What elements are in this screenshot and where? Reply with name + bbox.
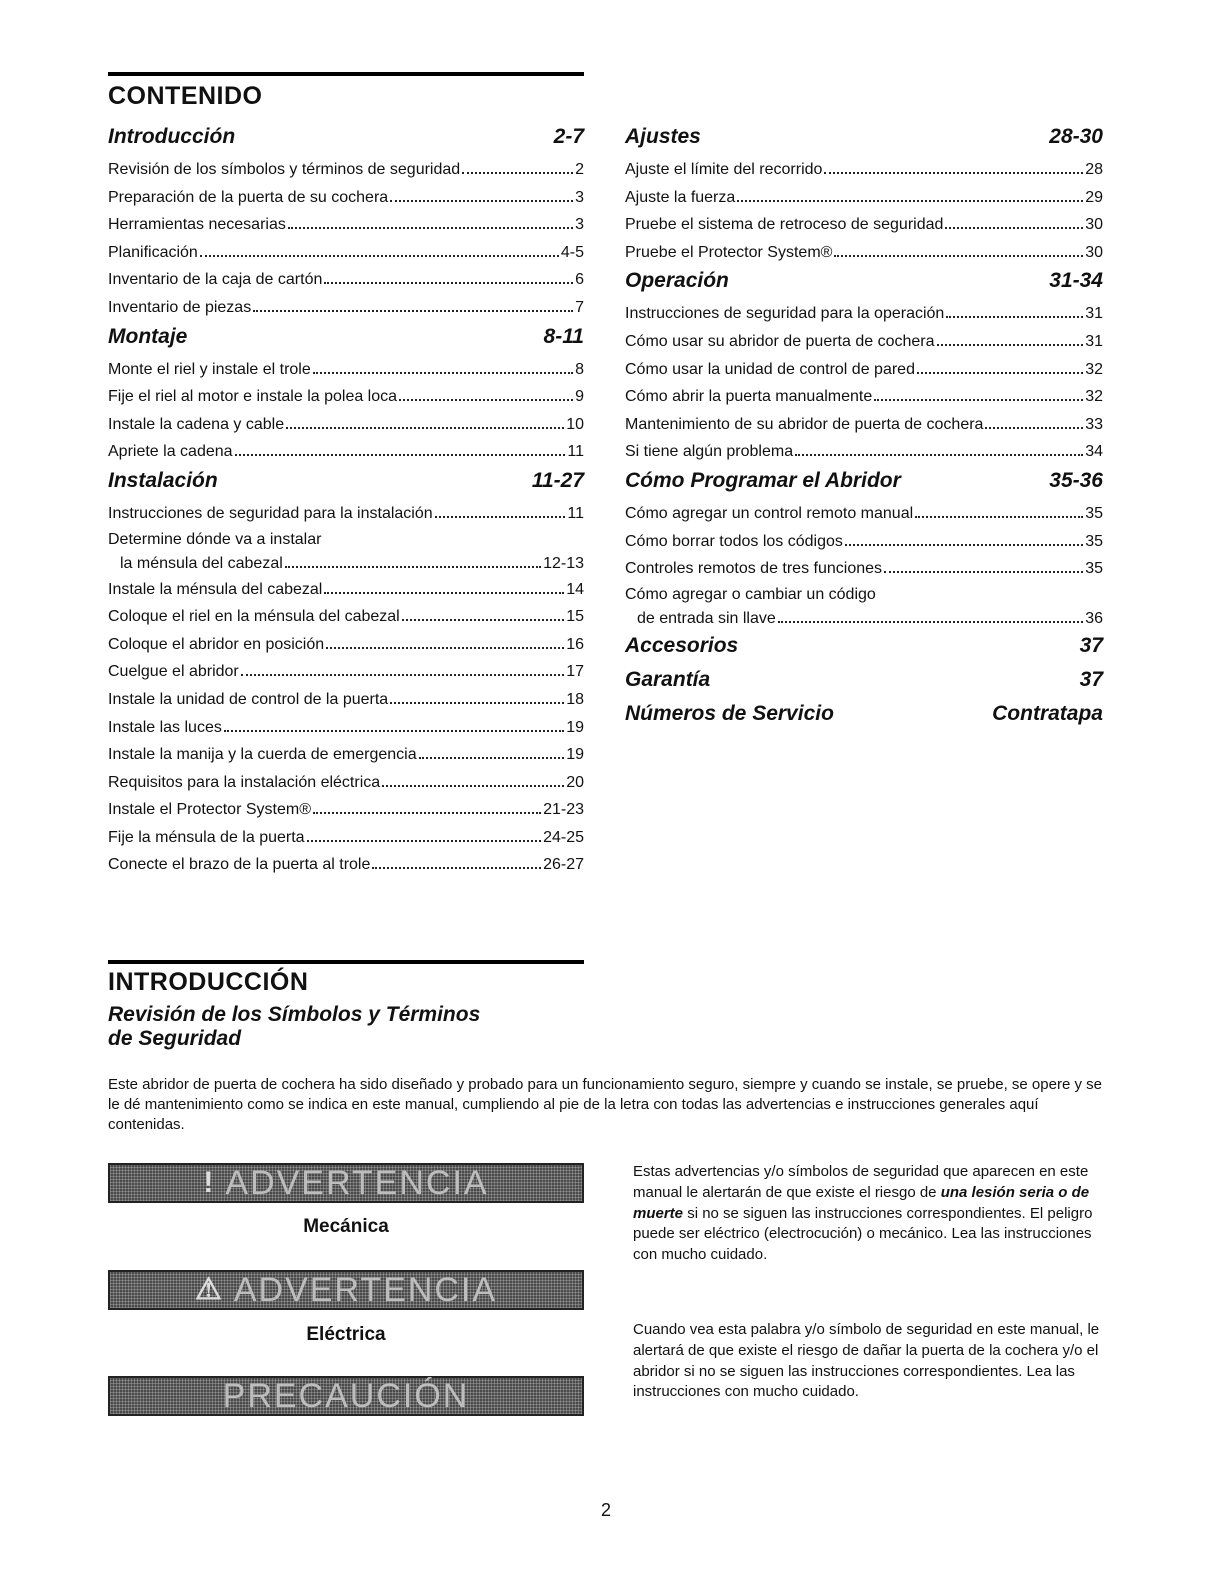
toc-section-header (625, 631, 1103, 665)
toc-entry-page: 31 (1085, 332, 1103, 350)
warning-mechanical-text: ADVERTENCIA (225, 1164, 489, 1202)
toc-entry (108, 741, 584, 769)
toc-entry (108, 184, 584, 212)
toc-entry-text: Revisión de los símbolos y términos de seguridad (108, 161, 461, 178)
toc-entry (108, 239, 584, 267)
toc-entry-page: 11 (567, 504, 584, 522)
toc-entry-page: 30 (1085, 216, 1103, 234)
toc-entry-page: 6 (575, 271, 584, 289)
toc-entry (625, 184, 1103, 212)
toc-section-header (625, 122, 1103, 156)
toc-entry (108, 686, 584, 714)
toc-entry (625, 211, 1103, 239)
toc-section-pages: 28-30 (1049, 125, 1103, 148)
toc-leader-dots (307, 840, 542, 842)
toc-entry-page: 4-5 (560, 243, 584, 261)
toc-entry (108, 383, 584, 411)
toc-leader-dots (419, 757, 565, 759)
toc-entry (108, 356, 584, 384)
toc-entry (625, 411, 1103, 439)
toc-section-title: Operación (625, 269, 729, 293)
toc-section-header (625, 266, 1103, 300)
toc-entry-page: 34 (1085, 443, 1103, 461)
toc-entry-text-cont: de entrada sin llave (637, 609, 776, 627)
toc-leader-dots (382, 785, 564, 787)
toc-entry-page: 24-25 (543, 828, 584, 846)
toc-leader-dots (946, 316, 1083, 318)
toc-entry-page: 29 (1085, 188, 1103, 206)
toc-entry (625, 239, 1103, 267)
toc-entry-text: Cómo agregar un control remoto manual (625, 504, 914, 522)
caution-text: PRECAUCIÓN (222, 1377, 470, 1415)
toc-entry-text: Coloque el abridor en posición (108, 635, 325, 653)
toc-entry-text: Cómo borrar todos los códigos (625, 532, 843, 550)
toc-leader-dots (462, 172, 573, 174)
toc-entry-text: Pruebe el sistema de retroceso de seguridad (625, 216, 944, 234)
toc-entry (625, 500, 1103, 528)
toc-entry (625, 555, 1103, 583)
toc-entry-text: Si tiene algún problema (625, 443, 794, 461)
warning-mechanical-label: Mecánica (303, 1216, 389, 1237)
toc-leader-dots (313, 812, 541, 814)
intro-subheading (108, 1003, 480, 1051)
toc-leader-dots (778, 621, 1083, 623)
toc-entry-page: 28 (1085, 161, 1103, 178)
toc-entry-page: 21-23 (543, 801, 584, 819)
toc-entry-text: Controles remotos de tres funciones (625, 560, 883, 578)
toc-entry-text: Cómo abrir la puerta manualmente (625, 388, 873, 406)
toc-section-header (108, 322, 584, 356)
toc-entry-text: Fije el riel al motor e instale la polea loca (108, 388, 398, 406)
toc-leader-dots (945, 227, 1083, 229)
toc-leader-dots (313, 372, 573, 374)
toc-entry-page: 36 (1085, 609, 1103, 627)
toc-section-title: Introducción (108, 125, 236, 148)
toc-section-pages: Contratapa (992, 701, 1103, 725)
toc-entry-page: 35 (1085, 504, 1103, 522)
toc-leader-dots (937, 344, 1084, 346)
toc-entry (108, 266, 584, 294)
toc-leader-dots (326, 647, 564, 649)
toc-entry (108, 658, 584, 686)
toc-entry-text: Monte el riel y instale el trole (108, 360, 311, 378)
toc-entry-text: Instale el Protector System® (108, 801, 311, 819)
toc-entry-page: 19 (566, 718, 584, 736)
toc-section-pages: 2-7 (553, 125, 584, 148)
toc-leader-dots (288, 227, 573, 229)
toc-leader-dots (324, 282, 573, 284)
toc-section-pages: 35-36 (1049, 468, 1103, 492)
toc-entry-page: 32 (1085, 360, 1103, 378)
toc-entry (108, 294, 584, 322)
toc-entry-page: 15 (566, 608, 584, 626)
caution-banner (108, 1376, 584, 1416)
toc-entry (625, 528, 1103, 556)
toc-entry (108, 824, 584, 852)
toc-section-header (625, 699, 1103, 733)
toc-entry-page: 31 (1085, 305, 1103, 323)
toc-entry-page: 8 (575, 360, 584, 378)
toc-entry (108, 500, 584, 528)
toc-entry (108, 851, 584, 879)
warning-explanation-part1: Estas advertencias y/o símbolos de seguridad que aparecen en este manual le alertarán de que existe el riesgo de (633, 1163, 1089, 1201)
caution-explanation: Cuando vea esta palabra y/o símbolo de seguridad en este manual, le alertará de que existe el riesgo de dañar la puerta de la cochera y/o el abridor si no se siguen las instrucciones correspondientes. Lea las instrucciones con mucho cuidado. (633, 1321, 1100, 1401)
toc-section-pages: 8-11 (543, 324, 584, 348)
toc-entry-text: Herramientas necesarias (108, 216, 286, 234)
toc-entry-text: Cómo usar la unidad de control de pared (625, 360, 915, 378)
exclamation-icon: ! (203, 1166, 216, 1199)
intro-rule (108, 960, 584, 964)
toc-section-header (625, 665, 1103, 699)
toc-entry (625, 300, 1103, 328)
toc-entry (108, 769, 584, 797)
toc-entry-page: 19 (566, 746, 584, 764)
toc-entry-page: 30 (1085, 243, 1103, 261)
toc-entry-text: Determine dónde va a instalar (108, 530, 322, 548)
toc-section-title: Ajustes (625, 125, 701, 148)
toc-leader-dots (824, 172, 1083, 174)
toc-leader-dots (985, 427, 1083, 429)
intro-heading: INTRODUCCIÓN (108, 968, 309, 996)
toc-right-column (625, 122, 1103, 733)
toc-entry-page: 11 (567, 443, 584, 461)
toc-entry-page: 14 (566, 580, 584, 598)
toc-section-title: Números de Servicio (625, 701, 834, 725)
toc-entry-text: Instale la cadena y cable (108, 415, 285, 433)
toc-entry (625, 328, 1103, 356)
toc-entry (625, 383, 1103, 411)
toc-section-title: Cómo Programar el Abridor (625, 468, 901, 492)
toc-entry-text: Mantenimiento de su abridor de puerta de cochera (625, 415, 984, 433)
toc-entry (108, 411, 584, 439)
toc-leader-dots (324, 592, 564, 594)
toc-entry-text-cont: la ménsula del cabezal (120, 554, 283, 572)
toc-entry (108, 603, 584, 631)
toc-entry-text: Ajuste el límite del recorrido (625, 161, 823, 178)
warning-explanation-part2: si no se siguen las instrucciones correspondientes. El peligro puede ser eléctrico (electrocución) o mecánico. Lea las instrucciones con mucho cuidado. (633, 1204, 1093, 1264)
electrical-hazard-icon: ⚠ (194, 1273, 224, 1306)
warning-explanation-emphasis: una lesión seria o de muerte (633, 1183, 1090, 1222)
toc-entry-page: 26-27 (543, 856, 584, 874)
toc-entry-text: Instale la ménsula del cabezal (108, 580, 323, 598)
toc-section-title: Montaje (108, 324, 188, 348)
toc-section-pages: 37 (1079, 667, 1103, 691)
toc-entry (625, 356, 1103, 384)
toc-leader-dots (285, 566, 541, 568)
toc-entry-text: Cuelgue el abridor (108, 663, 239, 681)
toc-entry-text: Instale las luces (108, 718, 222, 736)
toc-entry-text: Preparación de la puerta de su cochera (108, 188, 389, 206)
toc-entry-text: Instrucciones de seguridad para la instalación (108, 504, 433, 522)
warning-electrical-label: Eléctrica (306, 1324, 386, 1345)
warning-explanation (633, 1162, 1103, 1266)
toc-leader-dots (402, 619, 564, 621)
toc-leader-dots (917, 372, 1083, 374)
intro-subheading-line2: de Seguridad (108, 1027, 242, 1050)
intro-paragraph: Este abridor de puerta de cochera ha sido diseñado y probado para un funcionamiento seguro, siempre y cuando se instale, se pruebe, se opere y se le dé mantenimiento como se indica en este manual, cumpliendo al pie de la letra con todas las advertencias e instrucciones generales aquí contenidas. (108, 1076, 1102, 1133)
toc-leader-dots (874, 399, 1083, 401)
toc-entry-page: 9 (575, 388, 584, 406)
toc-entry-text: Planificación (108, 243, 198, 261)
toc-entry-page: 3 (575, 188, 584, 206)
toc-entry (108, 156, 584, 184)
contents-rule (108, 72, 584, 76)
toc-entry-text: Inventario de la caja de cartón (108, 271, 323, 289)
toc-leader-dots (200, 255, 559, 257)
toc-leader-dots (372, 867, 541, 869)
toc-entry-page: 20 (566, 773, 584, 791)
toc-leader-dots (915, 516, 1083, 518)
toc-entry-page: 2 (575, 161, 584, 178)
toc-entry-page: 35 (1085, 532, 1103, 550)
toc-leader-dots (390, 200, 573, 202)
page-number: 2 (600, 1500, 611, 1520)
toc-entry-page: 10 (566, 415, 584, 433)
toc-section-title: Garantía (625, 667, 711, 691)
toc-leader-dots (241, 674, 564, 676)
toc-left-column (108, 122, 584, 879)
toc-entry-text: Instale la manija y la cuerda de emergencia (108, 746, 417, 764)
toc-entry-page: 16 (566, 635, 584, 653)
toc-entry (108, 631, 584, 659)
toc-leader-dots (795, 454, 1083, 456)
warning-electrical-text: ADVERTENCIA (233, 1271, 498, 1309)
toc-leader-dots (884, 571, 1083, 573)
toc-entry (625, 438, 1103, 466)
toc-entry-text: Cómo usar su abridor de puerta de cochera (625, 332, 935, 350)
toc-section-pages: 11-27 (531, 468, 584, 492)
toc-entry-text: Apriete la cadena (108, 443, 233, 461)
toc-entry-text: Cómo agregar o cambiar un código (625, 585, 876, 603)
toc-entry-text: Instrucciones de seguridad para la operación (625, 305, 945, 323)
toc-entry (108, 528, 584, 576)
toc-entry-page: 3 (575, 216, 584, 234)
toc-entry-continuation (625, 607, 1103, 631)
warning-mechanical-banner (108, 1163, 584, 1203)
toc-leader-dots (224, 730, 564, 732)
toc-entry-page: 35 (1085, 560, 1103, 578)
toc-section-header (625, 466, 1103, 500)
toc-entry-continuation (108, 552, 584, 576)
toc-entry (108, 438, 584, 466)
intro-subheading-line1: Revisión de los Símbolos y Términos (108, 1003, 481, 1026)
toc-entry (108, 796, 584, 824)
toc-entry (108, 211, 584, 239)
toc-entry-text: Fije la ménsula de la puerta (108, 828, 305, 846)
toc-leader-dots (253, 310, 573, 312)
toc-leader-dots (737, 200, 1083, 202)
toc-leader-dots (435, 516, 566, 518)
toc-entry (625, 156, 1103, 184)
toc-entry (108, 714, 584, 742)
warning-electrical-banner (108, 1270, 584, 1310)
toc-leader-dots (390, 702, 564, 704)
toc-entry-text: Ajuste la fuerza (625, 188, 736, 206)
toc-section-header (108, 122, 584, 156)
toc-leader-dots (399, 399, 573, 401)
toc-entry-text: Pruebe el Protector System® (625, 243, 833, 261)
toc-leader-dots (845, 544, 1083, 546)
toc-entry (625, 583, 1103, 631)
toc-entry-page: 17 (566, 663, 584, 681)
toc-leader-dots (834, 255, 1083, 257)
toc-entry (108, 576, 584, 604)
toc-entry-text: Instale la unidad de control de la puerta (108, 690, 389, 708)
toc-section-pages: 31-34 (1049, 269, 1103, 293)
toc-section-title: Instalación (108, 468, 218, 492)
toc-entry-page: 7 (575, 298, 584, 316)
toc-entry-text: Conecte el brazo de la puerta al trole (108, 856, 371, 874)
toc-entry-page: 12-13 (543, 554, 584, 572)
toc-entry-page: 33 (1085, 415, 1103, 433)
toc-entry-text: Coloque el riel en la ménsula del cabezal (108, 608, 400, 626)
toc-section-title: Accesorios (625, 633, 739, 657)
toc-entry-page: 32 (1085, 388, 1103, 406)
toc-leader-dots (235, 454, 566, 456)
toc-section-header (108, 466, 584, 500)
toc-leader-dots (286, 427, 564, 429)
toc-entry-text: Inventario de piezas (108, 298, 252, 316)
toc-entry-page: 18 (566, 690, 584, 708)
toc-section-pages: 37 (1079, 633, 1103, 657)
contents-heading: CONTENIDO (108, 82, 263, 110)
toc-entry-text: Requisitos para la instalación eléctrica (108, 773, 381, 791)
